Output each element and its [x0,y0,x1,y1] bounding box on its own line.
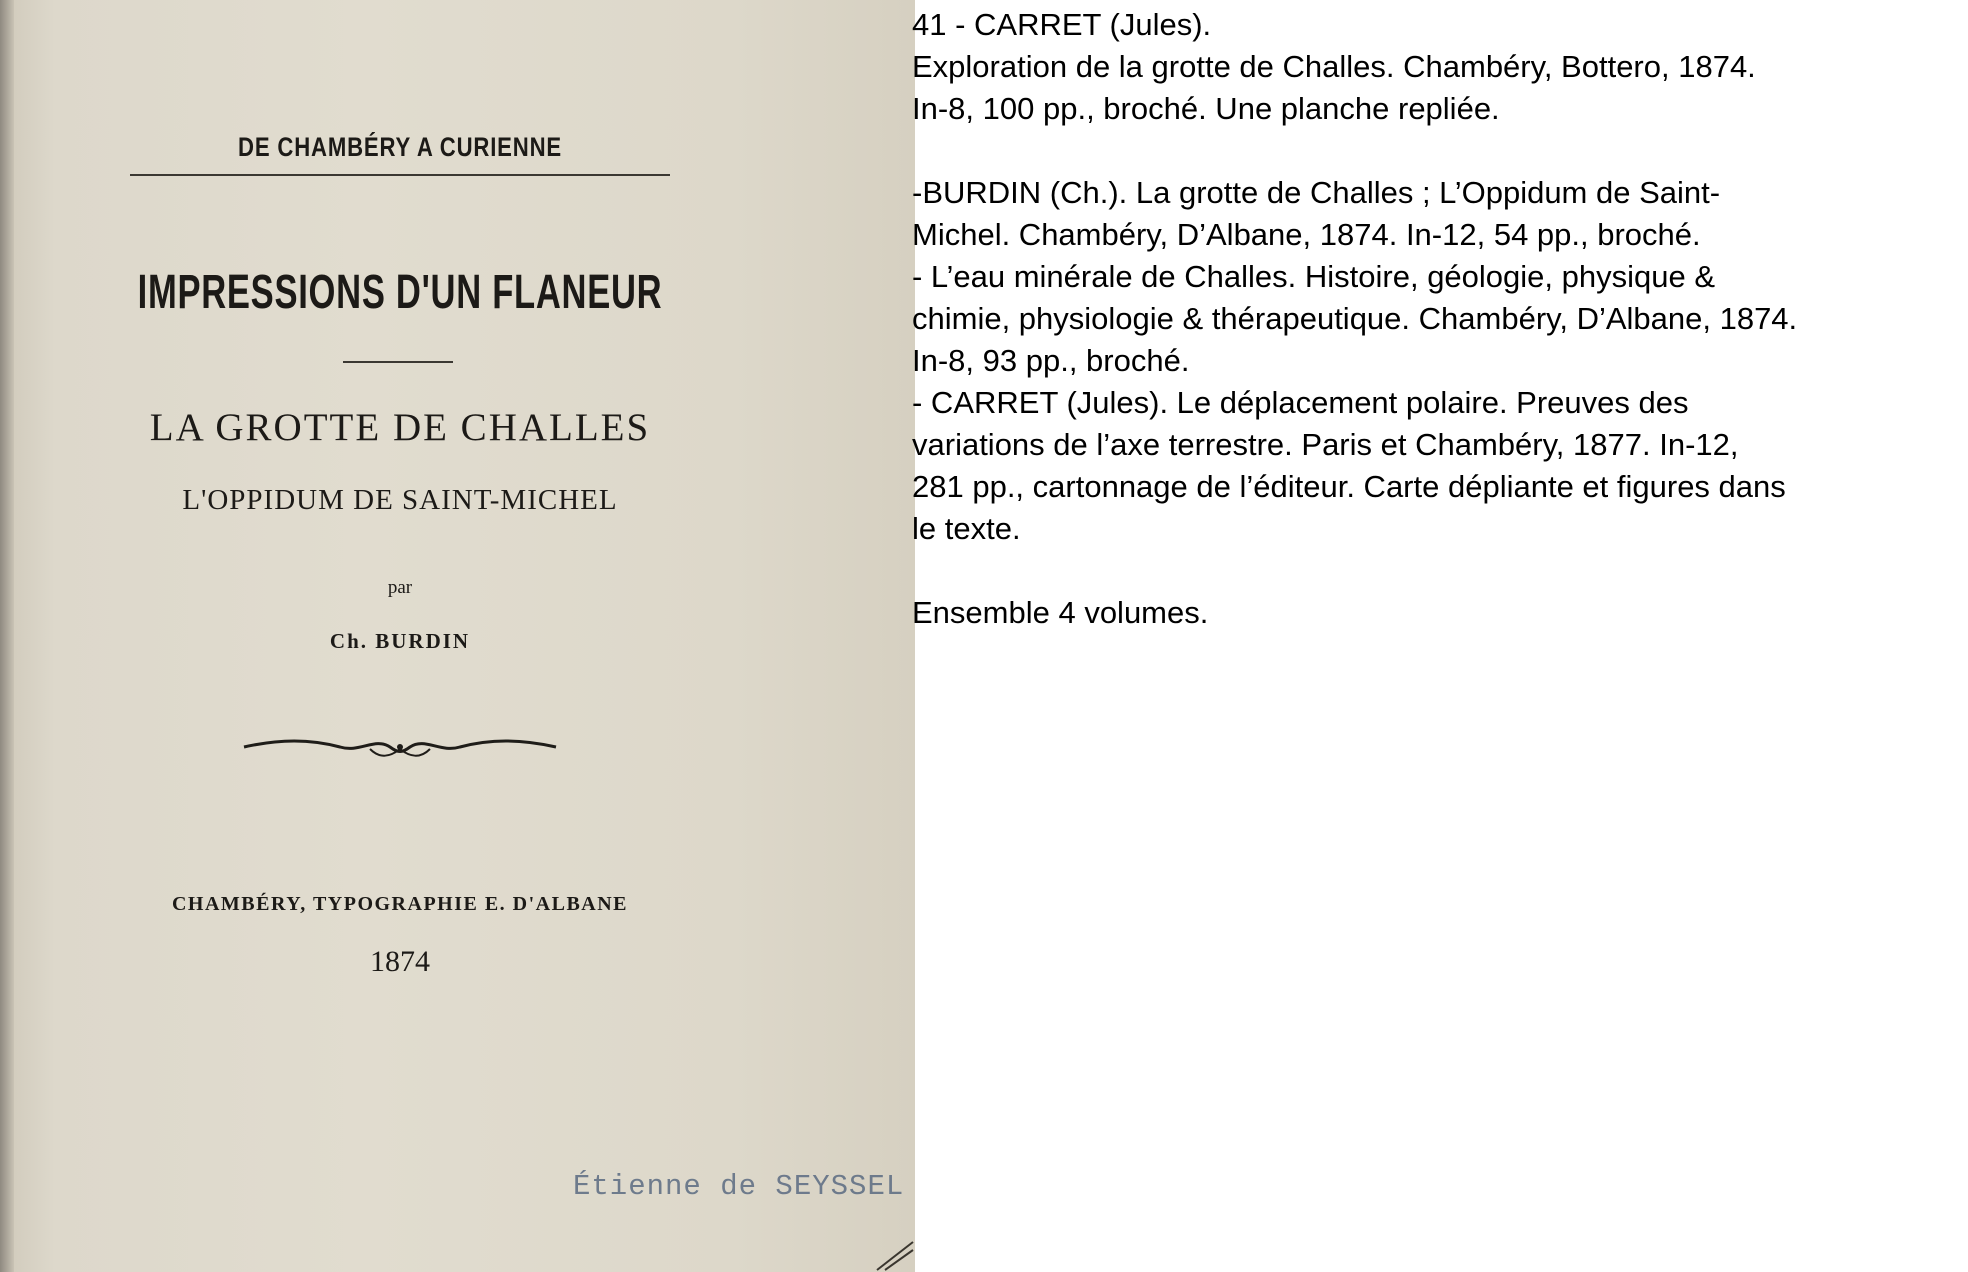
desc-summary: Ensemble 4 volumes. [912,595,1209,630]
book-cover-photo [0,0,915,1272]
catalogue-description [912,4,1962,634]
desc-line: chimie, physiologie & thérapeutique. Chambéry, D’Albane, 1874. [912,301,1798,336]
paragraph-gap [912,130,1962,172]
lot-header: 41 - CARRET (Jules). [912,7,1212,42]
page-corner-mark-icon [875,1236,915,1272]
desc-line: 281 pp., cartonnage de l’éditeur. Carte dépliante et figures dans [912,469,1786,504]
paragraph-gap [912,550,1962,592]
desc-line: -BURDIN (Ch.). La grotte de Challes ; L’Oppidum de Saint- [912,175,1721,210]
cover-par: par [387,577,413,598]
desc-line: Michel. Chambéry, D’Albane, 1874. In-12, 54 pp., broché. [912,217,1701,252]
desc-line: In-8, 100 pp., broché. Une planche repliée. [912,91,1500,126]
desc-line: - CARRET (Jules). Le déplacement polaire. Preuves des [912,385,1689,420]
desc-line: variations de l’axe terrestre. Paris et Chambéry, 1877. In-12, [912,427,1739,462]
cover-printer: CHAMBÉRY, TYPOGRAPHIE E. D'ALBANE [171,893,629,915]
cover-year: 1874 [370,945,430,978]
cover-series-title: DE CHAMBÉRY A CURIENNE [238,132,562,162]
desc-line: In-8, 93 pp., broché. [912,343,1190,378]
cover-rule-top [130,174,670,176]
desc-line: - L’eau minérale de Challes. Histoire, géologie, physique & [912,259,1716,294]
owner-stamp: Étienne de SEYSSEL [573,1170,905,1203]
desc-line: le texte. [912,511,1021,546]
cover-subtitle: LA GROTTE DE CHALLES [149,406,651,449]
cover-author: Ch. BURDIN [329,629,471,653]
cover-rule-short [343,361,453,363]
cover-subsubtitle: L'OPPIDUM DE SAINT-MICHEL [182,484,618,516]
desc-line: Exploration de la grotte de Challes. Chambéry, Bottero, 1874. [912,49,1756,84]
flourish-ornament-icon [240,727,560,767]
cover-main-title: IMPRESSIONS D'UN FLANEUR [137,266,663,319]
